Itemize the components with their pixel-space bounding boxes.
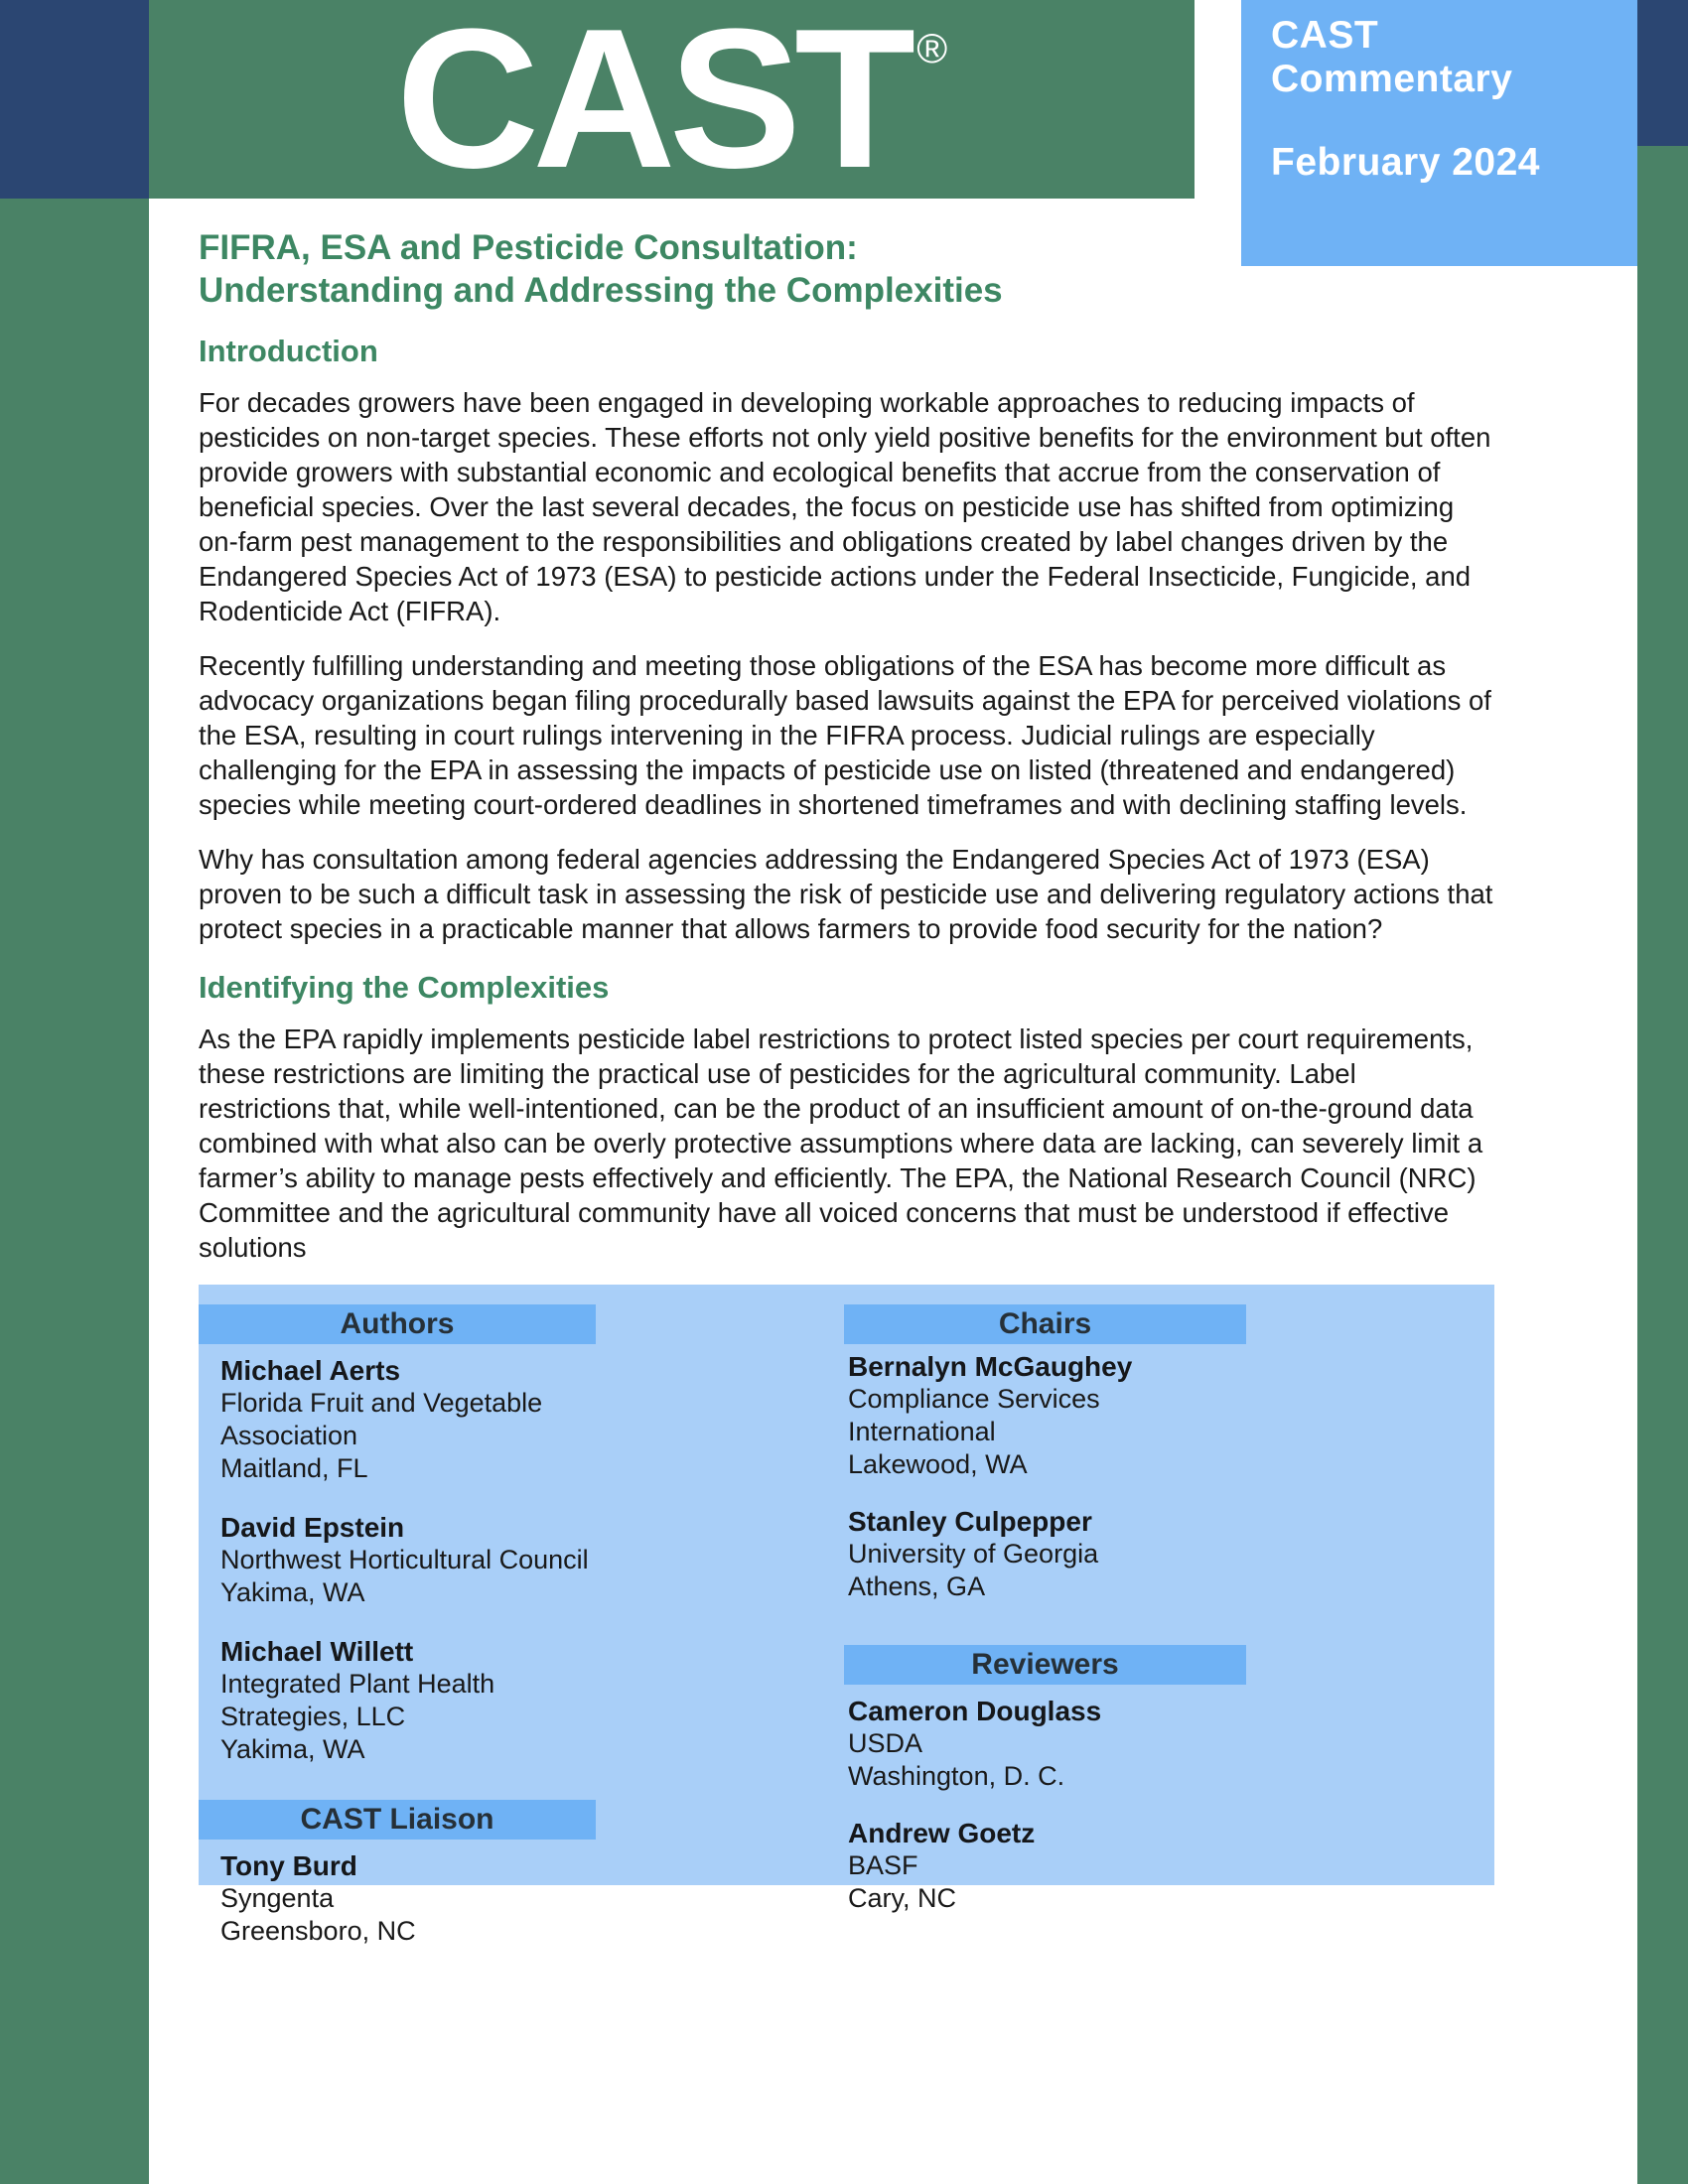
person-location: Maitland, FL — [220, 1453, 368, 1483]
person-organization: Compliance Services International — [848, 1384, 1100, 1446]
person-entry — [844, 1695, 1246, 1793]
person-organization: Integrated Plant Health Strategies, LLC — [220, 1669, 495, 1731]
person-location: Yakima, WA — [220, 1734, 365, 1764]
paragraph-4: As the EPA rapidly implements pesticide label restrictions to protect listed species per court requirements, these restrictions are limiting the practical use of pesticides for the agricultural community. Label restrictions that, while well-intentioned, can be the product of an insufficient amount of on-the-ground data combined with what also can be overly protective assumptions where data are lacking, can severely limit a farmer’s ability to manage pests effectively and efficiently. The EPA, the National Research Council (NRC) Committee and the agricultural community have all voiced concerns that must be understood if effective solutions — [199, 1024, 1483, 1263]
person-organization: Florida Fruit and Vegetable Association — [220, 1388, 543, 1450]
person-location: Athens, GA — [848, 1571, 986, 1601]
paragraph-2: Recently fulfilling understanding and meeting those obligations of the ESA has become more difficult as advocacy organizations began filing procedurally based lawsuits against the EPA for perceived violations of the ESA, resulting in court rulings intervening in the FIFRA process. Judicial rulings are especially challenging for the EPA in assessing the impacts of pesticide use on listed (threatened and endangered) species while meeting court-ordered deadlines in shortened timeframes and with declining staffing levels. — [199, 650, 1491, 820]
person-entry — [199, 1511, 596, 1609]
person-name: Cameron Douglass — [848, 1696, 1102, 1726]
person-entry — [199, 1354, 596, 1485]
person-name: Andrew Goetz — [848, 1818, 1036, 1848]
page-title — [199, 226, 1494, 312]
paragraph-3: Why has consultation among federal agencies addressing the Endangered Species Act of 1973 (ESA) proven to be such a difficult task in assessing the risk of pesticide use and delivering regulatory actions that protect species in a practicable manner that allows farmers to provide food security for the nation? — [199, 844, 1493, 944]
cast-logo-text: CAST — [395, 0, 910, 209]
person-location: Lakewood, WA — [848, 1449, 1028, 1479]
authors-header: Authors — [199, 1304, 596, 1344]
person-location: Cary, NC — [848, 1883, 957, 1913]
paragraph-1: For decades growers have been engaged in developing workable approaches to reducing impacts of pesticides on non-target species. These efforts not only yield positive benefits for the environment but often provide growers with substantial economic and ecological benefits that accrue from the conservation of beneficial species. Over the last several decades, the focus on pesticide use has shifted from optimizing on-farm pest management to the responsibilities and obligations created by label changes driven by the Endangered Species Act of 1973 (ESA) to pesticide actions under the Federal Insecticide, Fungicide, and Rodenticide Act (FIFRA). — [199, 387, 1491, 626]
section-heading-identifying-the-complexities: Identifying the Complexities — [199, 970, 610, 1005]
person-organization: Northwest Horticultural Council — [220, 1545, 589, 1574]
person-organization: Syngenta — [220, 1883, 335, 1913]
top-left-navy-block — [0, 0, 149, 199]
header-band — [149, 0, 1195, 209]
person-location: Washington, D. C. — [848, 1761, 1065, 1791]
person-entry — [199, 1849, 596, 1948]
person-entry — [844, 1505, 1246, 1603]
page-title-line-2: Understanding and Addressing the Complexities — [199, 271, 1003, 310]
top-right-navy-block — [1637, 0, 1688, 146]
person-name: David Epstein — [220, 1512, 405, 1543]
left-green-sidebar — [0, 0, 149, 2184]
person-name: Michael Aerts — [220, 1355, 401, 1386]
page-title-line-1: FIFRA, ESA and Pesticide Consultation: — [199, 228, 858, 267]
banner-date: February 2024 — [1271, 141, 1540, 184]
person-name: Stanley Culpepper — [848, 1506, 1092, 1537]
person-entry — [199, 1635, 596, 1766]
person-entry — [844, 1817, 1246, 1915]
right-green-sidebar — [1637, 146, 1688, 2184]
chairs-header: Chairs — [844, 1304, 1246, 1344]
reviewers-header: Reviewers — [844, 1645, 1246, 1685]
section-heading-introduction: Introduction — [199, 334, 378, 368]
contributors-left-column — [199, 1285, 596, 1948]
cast-liaison-header: CAST Liaison — [199, 1800, 596, 1840]
banner-line-1: CAST — [1271, 14, 1379, 57]
person-name: Michael Willett — [220, 1636, 414, 1667]
contributors-right-column — [844, 1285, 1246, 1915]
contributors-panel — [199, 1285, 1494, 1946]
person-location: Greensboro, NC — [220, 1916, 416, 1946]
person-organization: USDA — [848, 1728, 923, 1758]
person-entry — [844, 1350, 1246, 1481]
person-organization: BASF — [848, 1850, 918, 1880]
person-name: Tony Burd — [220, 1850, 357, 1881]
person-location: Yakima, WA — [220, 1577, 365, 1607]
cast-logo — [395, 0, 948, 209]
banner-line-2: Commentary — [1271, 58, 1513, 100]
person-organization: University of Georgia — [848, 1539, 1099, 1569]
person-name: Bernalyn McGaughey — [848, 1351, 1133, 1382]
registered-trademark-icon: ® — [916, 25, 948, 71]
main-content — [199, 226, 1494, 1946]
